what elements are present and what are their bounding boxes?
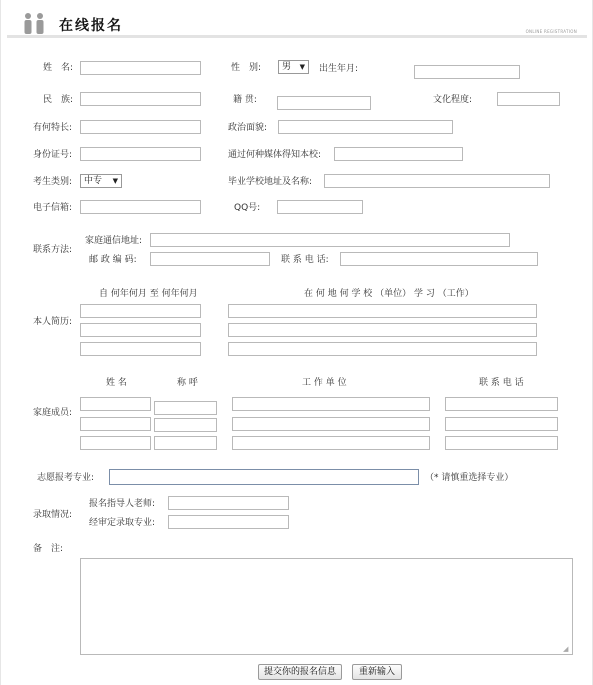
school-label: 毕业学校地址及名称: [228,177,313,187]
page-subtitle: ONLINE REGISTRATION [525,29,577,34]
political-label: 政治面貌: [228,123,268,133]
major-field[interactable] [109,469,419,485]
family-work-header: 工 作 单 位 [302,378,347,388]
family-work-1[interactable] [232,397,430,411]
family-title-2[interactable] [154,418,217,432]
family-phone-header: 联 系 电 话 [479,378,524,388]
teacher-label: 报名指导人老师: [89,499,156,509]
category-select[interactable] [80,174,122,188]
teacher-field[interactable] [168,496,289,510]
contact-label: 联系方法: [33,245,73,255]
media-label: 通过何种媒体得知本校: [228,150,322,160]
talent-label: 有何特长: [33,123,73,133]
resume-period-1[interactable] [80,304,201,318]
education-field[interactable] [497,92,560,106]
family-title-3[interactable] [154,436,217,450]
birth-label: 出生年月: [319,64,359,74]
native-label: 籍 贯: [233,95,257,105]
reset-button[interactable]: 重新输入 [352,664,402,680]
ethnicity-label: 民 族: [43,95,74,105]
email-label: 电子信箱: [33,203,73,213]
gender-selected: 男 [282,62,292,72]
ethnicity-field[interactable] [80,92,201,106]
submit-button[interactable]: 提交你的报名信息 [258,664,342,680]
id-label: 身份证号: [33,150,73,160]
remarks-label: 备 注: [33,544,64,554]
family-phone-2[interactable] [445,417,558,431]
talent-field[interactable] [80,120,201,134]
home-address-field[interactable] [150,233,510,247]
chevron-down-icon: ▼ [299,63,305,71]
family-name-header: 姓 名 [106,378,127,388]
major-label: 志愿报考专业: [37,473,95,483]
gender-select[interactable] [278,60,309,74]
family-work-2[interactable] [232,417,430,431]
resume-label: 本人简历: [33,317,73,327]
resume-place-2[interactable] [228,323,537,337]
political-field[interactable] [278,120,453,134]
gender-label: 性 别: [231,63,262,73]
resume-period-2[interactable] [80,323,201,337]
family-phone-1[interactable] [445,397,558,411]
category-label: 考生类别: [33,177,73,187]
chevron-down-icon: ▼ [112,177,118,185]
qq-label: QQ号: [234,203,261,213]
native-field[interactable] [277,96,371,110]
name-field[interactable] [80,61,201,75]
postcode-label: 邮 政 编 码: [89,255,137,265]
phone-field[interactable] [340,252,538,266]
family-name-1[interactable] [80,397,151,411]
media-field[interactable] [334,147,463,161]
email-field[interactable] [80,200,201,214]
family-title-header: 称 呼 [177,378,198,388]
education-label: 文化程度: [433,95,473,105]
resize-grip-icon[interactable]: ◢ [563,645,569,653]
resume-period-header: 自 何年何月 至 何年何月 [99,289,198,299]
resume-place-1[interactable] [228,304,537,318]
resume-place-header: 在 何 地 何 学 校 （单位） 学 习 （工作） [304,289,474,299]
birth-field[interactable] [414,65,520,79]
page-header [7,6,587,38]
family-name-2[interactable] [80,417,151,431]
qq-field[interactable] [277,200,363,214]
approved-major-field[interactable] [168,515,289,529]
resume-period-3[interactable] [80,342,201,356]
id-field[interactable] [80,147,201,161]
category-selected: 中专 [84,176,103,186]
family-work-3[interactable] [232,436,430,450]
people-icon [21,12,47,34]
admission-label: 录取情况: [33,510,73,520]
remarks-textarea[interactable] [80,558,573,655]
major-hint: （* 请慎重选择专业） [425,473,514,483]
phone-label: 联 系 电 话: [281,255,329,265]
approved-major-label: 经审定录取专业: [89,518,156,528]
page-title: 在线报名 [59,18,123,34]
family-phone-3[interactable] [445,436,558,450]
home-address-label: 家庭通信地址: [85,236,143,246]
family-title-1[interactable] [154,401,217,415]
postcode-field[interactable] [150,252,270,266]
resume-place-3[interactable] [228,342,537,356]
family-name-3[interactable] [80,436,151,450]
school-field[interactable] [324,174,550,188]
name-label: 姓 名: [43,63,74,73]
family-label: 家庭成员: [33,408,73,418]
